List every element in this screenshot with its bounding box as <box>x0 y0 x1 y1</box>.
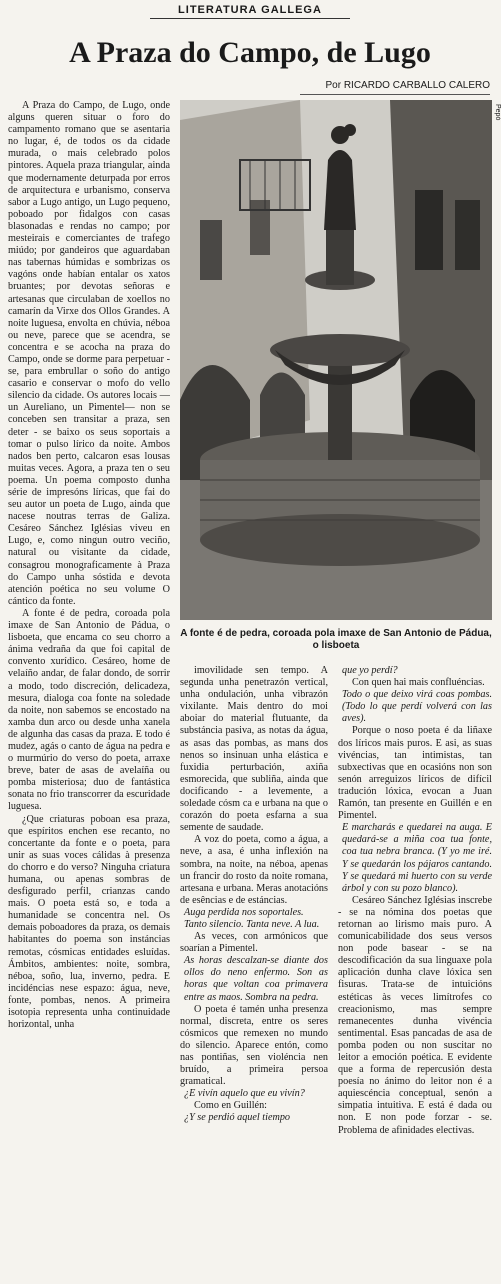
fountain-illustration <box>180 100 492 620</box>
paragraph: Cesáreo Sánchez Iglésias inscrebe - se na nómina dos poetas que retornan ao lirismo mais puro. A comunicabilidade dos seus versos non pode basear - se na descodificación da sua linguaxe pola aplicación dunha clave lóxica sen fisuras. Trata-se de intuicións estéticas às veces limítrofes co creacionismo, mas sempre remanecentes dunha vivéncia sentimental. Esas pancadas de asa de pomba poden ou non suscitar no leitor a emoción poética. E evidente que a forma de repercusión desta poesía no ánimo do leitor non é a aquiescéncia conceptual, senón a simpatia intuitiva. E está é dada ou non. E non pode forzar - se. Problema de afinidades electivas. <box>338 894 492 1136</box>
verse-quote: ¿Y se perdió aquel tiempo <box>184 1112 291 1124</box>
verse-quote: As horas descalzan-se diante dos ollos do neno enfermo. Son as horas que voltan coa primavera entre as maos. Sombra na pedra. <box>184 955 328 1003</box>
paragraph: As veces, con armónicos que soarían a Pimentel. <box>180 931 328 955</box>
photo-credit: Pepó <box>494 104 501 121</box>
article-column-2 <box>180 665 328 1280</box>
paragraph: O poeta é tamén unha presenza normal, discreta, entre os seres cósmicos que remexen no mundo do silencio. Aparece entón, como nas pontiñas, sen violéncia nen bruído, a primeira persoa gramatical. <box>180 1003 328 1088</box>
byline-rule <box>300 94 490 95</box>
fountain-photo <box>180 100 492 620</box>
verse-quote: Auga perdida nos soportales. <box>184 906 304 918</box>
verse-quote: que yo perdí? <box>342 665 398 676</box>
paragraph: imovilidade sen tempo. A segunda unha penetrazón vertical, unha ondulación, unha vibrazón vixilante. Mais dentro do moi aboiar do material flutuante, da substáncia pasiva, as notas da água, as asas das pombas, as mans dos nenos so insinuan unha elástica e fuxidia perturbación, axiña esmorecida, que subliña, ainda que docificando - a levemente, a soledade cósm ca e urbana na que o corazón do poeta esfarna a sua semente de saudade. <box>180 665 328 834</box>
section-rule <box>150 18 350 19</box>
verse-quote: E marcharás e quedarei na auga. E quedará-se a miña coa tua fonte, coa tua nebra branca. (Y yo me iré. Y se quedarán los pájaros cantando. Y se quedará mi huerto con su verde árbol y con su pozo blanco). <box>342 822 492 894</box>
paragraph: A voz do poeta, como a água, a neve, a asa, é unha inflexión na sombra, na noite, na néboa, apenas un francir do rosto da noite romana, artesana e urbana. Meras anotacións de esências e de estáncias. <box>180 834 328 906</box>
paragraph: A Praza do Campo, de Lugo, onde alguns queren situar o foro do campamento romano que se asentaria no lugar, é, de todos os da cidade murada, o mais celebrado polos pintores. Aquela praza triangular, ainda que modernamente deturpada por erros de arquitectura e urbanismo, conserva sabor a Lugo antigo, un Lugo pequeno, poboado por fidalgos con casas blasonadas e rendas no campo; por mesteirais e comerciantes de trafego miúdo; por gandeiros que aguardaban nas tabernas húmidas e sombrizas os vagóns onde habían entalar os xatos bruantes; por devotas señoras e artesanas que circulaban de xoellos no camarín da Virxe dos Ollos Grandes. A noite luguesa, envolta en chúvia, néboa ou neve, parece que se acendra, se concentra e se acocha na praza do Campo, onde se dorme para perpetuar - se, para embrullar o soño do antigo casario e conservar o mofo do vello silencio da cidade. Os autores locais —un Aureliano, un Pimentel— non se conceben sen transitar a praza, sen deter - se baixo os seus soportais a tomar o pulso lírico da noite. Ambos nados ben perto, calcaron esas lousas muitas veces. Agora, a praza ten o seu poema. Un poema composto dunha série de impresóns líricas, que fai do seu autor un poeta de Lugo, ainda que nacese noutras terras de Galiza. Cesáreo Sánchez Iglésias viveu en Lugo, e, como ningun outro veciño, natural ou visitante da cidade, consagrou monograficamente à Praza do Campo unha sóstida e devota atención poética no seu volume O cántico da fonte. <box>8 100 170 607</box>
paragraph: Con quen hai mais confluéncias. <box>352 677 485 689</box>
paragraph: Porque o noso poeta é da liñaxe dos líricos mais puros. E asi, as suas vivéncias, tan intimistas, tan subxectivas que en ocasións non son senón arreguizos líricos de difícil tradución lóxica, evocan a Juan Ramón, tan presente en Guillén e en Pimentel. <box>338 725 492 822</box>
byline: Por RICARDO CARBALLO CALERO <box>325 80 490 91</box>
verse-quote: ¿E vivín aquelo que eu vivín? <box>184 1088 305 1100</box>
photo-caption: A fonte é de pedra, coroada pola imaxe de San Antonio de Pádua, o lisboeta <box>180 628 492 651</box>
paragraph: ¿Que criaturas poboan esa praza, que espíritos enchen ese recanto, no concertante da fonte e o poeta, para unir as suas voces cálidas à presenza do chorro e do verso? Ninguha criatura humana, ou apenas sombras de desfigurado perfil, crianzas cando mais. O poeta está so, e toda a humanidade se concentra nel. Os demais poboadores da praza, os demais habitantes do poema son instáncias remotas, cósmicas entidades esluídas. Ámbitos, ambientes: noite, sombra, néboa, soño, lua, inverno, pedra. E incidéncias nese espazo: água, neve, fonte, pombas, nenos. A primeira isotopia representa unha continuidade horizontal, unha <box>8 813 170 1031</box>
verse-quote: Todo o que deixo virá coas pombas. (Todo lo que perdí volverá con las aves). <box>342 689 492 725</box>
paragraph: Como en Guillén: <box>194 1100 268 1112</box>
section-label: LITERATURA GALLEGA <box>178 4 322 16</box>
masthead <box>0 0 500 22</box>
verse-quote: Tanto silencio. Tanta neve. A lua. <box>184 918 320 930</box>
article-column-3 <box>338 665 492 1280</box>
article-column-1 <box>8 100 170 1280</box>
article-title: A Praza do Campo, de Lugo <box>69 36 431 69</box>
paragraph: A fonte é de pedra, coroada pola imaxe de San Antonio de Pádua, o lisboeta, que encama co seu chorro a ánima vedraña da que foi capital de convento xurídico. Cesáreo, home de velaíño andar, de falar dondo, de sorrir a modo, todo discreción, delicadeza, mesura, dialoga coa fonte na soledade da noite, non sabemos se encostado na xamba dun arco ou desde unha xanela de algunha das casas da praza. E todo é mudez, agás o canto de água na pedra e o murmúrio do verso do poeta, arraxe breve, bater de asas de avelaíña ou pomba misteriosa; duo de fantástica sonata no frio transcorrer da escuridade luguesa. <box>8 607 170 813</box>
